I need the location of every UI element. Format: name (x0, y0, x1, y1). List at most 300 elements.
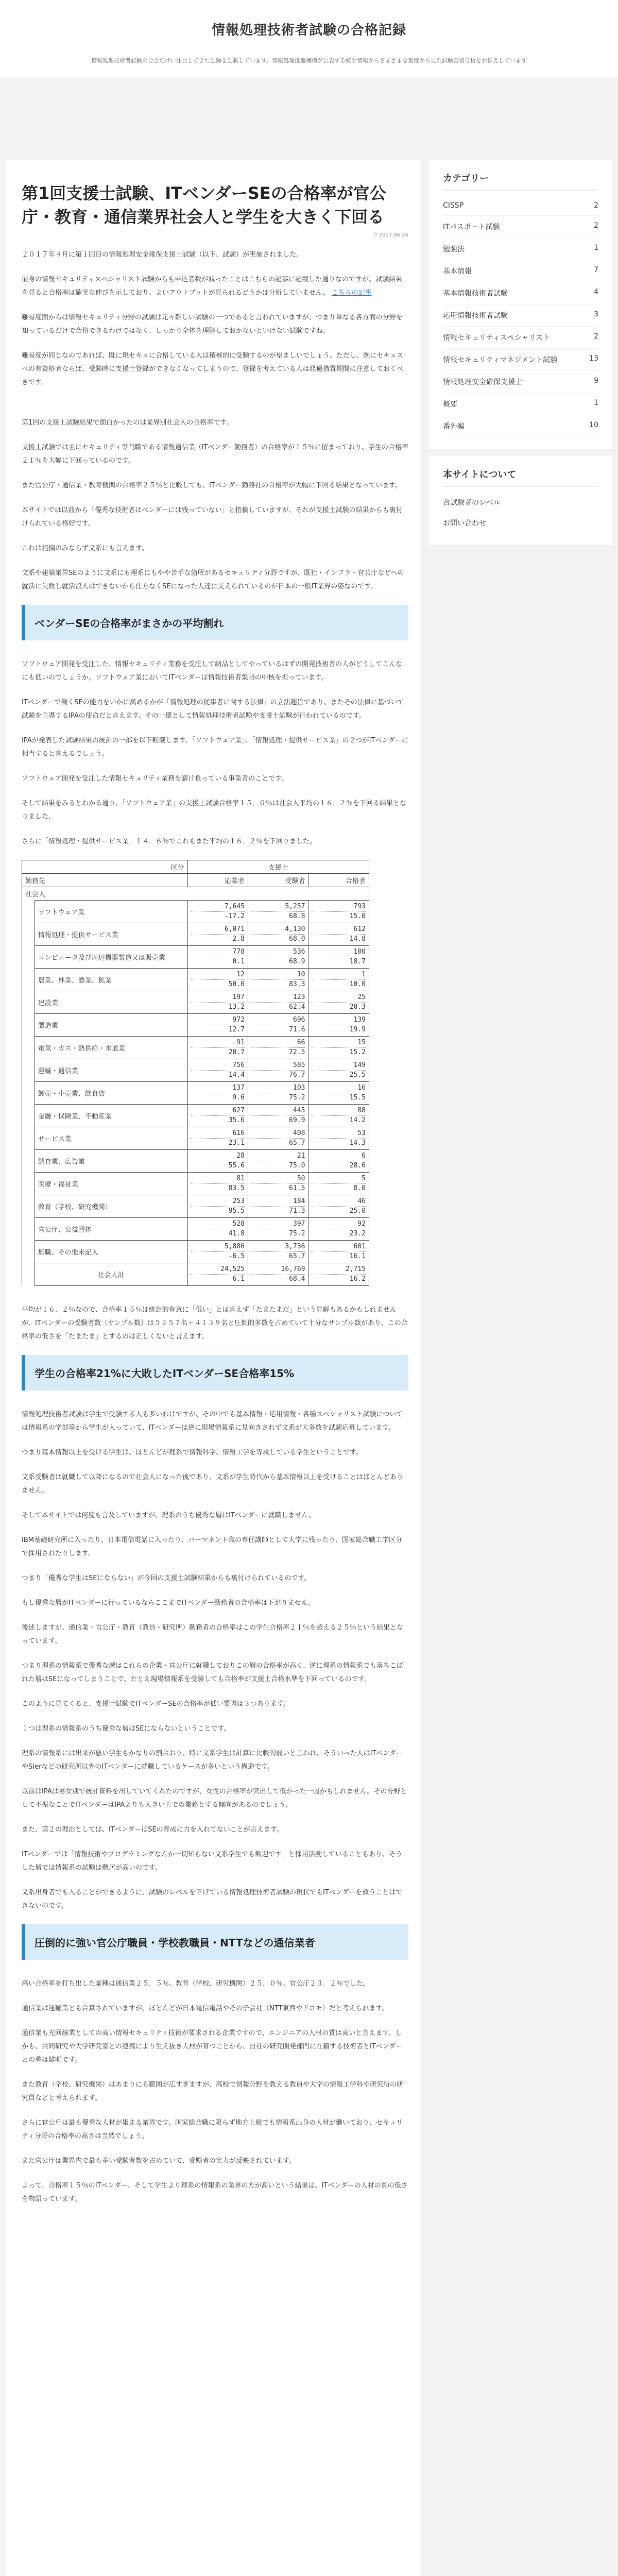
about-title: 本サイトについて (443, 467, 598, 487)
table-row (22, 1172, 369, 1195)
value-rate: 68.8 (289, 912, 305, 920)
row-label: サービス業 (35, 1127, 187, 1149)
value-rate: 50.0 (228, 980, 245, 988)
value-rate: 69.9 (289, 1116, 305, 1124)
header-occupation: 勤務先 (22, 873, 188, 887)
value-rate: -6.5 (228, 1252, 245, 1260)
paragraph: 文系受験者は就職して以降になるので社会人になった後であり、文系が学生時代から基本情報以上を受けることはほとんどありません。 (22, 1473, 404, 1495)
paragraph: また官公庁は業界内で最も多い受験者数を占めていて、受験者の実力が反映されています。 (22, 2157, 296, 2165)
indent-cell (22, 1172, 35, 1195)
spacer (22, 401, 408, 416)
category-item[interactable] (443, 282, 598, 304)
table-header-row (22, 860, 369, 873)
total-rate: -6.1 (228, 1275, 245, 1283)
paragraph: そして結果をみるとわかる通り、「ソフトウェア業」の支援士試験合格率１５．０％は社会人平均の１６．２％を下回る結果となりました。 (22, 799, 406, 821)
value-count: 197 (191, 993, 245, 1003)
paragraph: 平均が１６．２％なので、合格率１５％は統計的有意に「低い」とは言えず「たまたまだ」という見解もあるかもしれませんが、ITベンダーの受験者数（サンプル数）は５２５７名＋４１３９名と圧倒的多数を占めていて十分なサンプル数があり、この合格率の低さを「たまたま」とするのは正しくないと言えます。 (22, 1306, 408, 1341)
value-cell (187, 991, 248, 1013)
value-count: 10 (251, 970, 305, 980)
category-label: 基本情報技術者試験 (443, 290, 508, 298)
value-rate: 72.5 (289, 1048, 305, 1056)
value-rate: 10.0 (349, 980, 366, 988)
value-count: 756 (191, 1061, 245, 1071)
value-rate: 15.2 (349, 1048, 366, 1056)
paragraph-text: 前身の情報セキュリティスペシャリスト試験からも申込者数が減ったことはこちらの記事に記載した通りなのですが、試験結果を見ると合格率は確実な伸びを示しており、よいアウトプットが見られるどうかは分析していません。 (22, 275, 403, 297)
category-item[interactable] (443, 260, 598, 282)
category-count: 2 (594, 222, 598, 230)
header-kubun: 区分 (22, 860, 188, 873)
value-rate: 23.2 (349, 1229, 366, 1238)
value-rate: 83.5 (228, 1184, 245, 1192)
paragraph: これは指摘のみならず文系にも言えます。 (22, 544, 148, 552)
value-count: 6,071 (191, 925, 245, 935)
value-count: 81 (191, 1174, 245, 1184)
value-rate: 20.3 (349, 1003, 366, 1011)
value-cell (248, 991, 308, 1013)
table-row (22, 1081, 369, 1104)
value-count: 601 (312, 1242, 366, 1252)
total-count: 16,769 (251, 1265, 305, 1275)
category-label: CISSP (443, 201, 464, 210)
table-row (22, 1104, 369, 1127)
clock-icon: ⏱ (373, 232, 377, 238)
value-count: 137 (191, 1083, 245, 1093)
value-cell (187, 1013, 248, 1036)
paragraph: 文系出身者でも入ることができるように、試験のレベルを下げている情報処理技術者試験の現状でもITベンダーを救うことはできないのです。 (22, 1888, 403, 1910)
value-count: 696 (251, 1015, 305, 1025)
row-label: 官公庁、公益団体 (35, 1217, 187, 1240)
row-label: 調査業、広告業 (35, 1149, 187, 1172)
section-students (22, 1408, 408, 1913)
category-item[interactable] (443, 238, 598, 260)
spacer (22, 238, 408, 248)
value-cell (308, 1240, 369, 1263)
indent-cell (22, 923, 35, 945)
value-count: 21 (251, 1151, 305, 1161)
indent-cell (22, 1081, 35, 1104)
value-cell (308, 1013, 369, 1036)
row-label: 無職、その他未記入 (35, 1240, 187, 1263)
value-cell (248, 1104, 308, 1127)
table-row (22, 945, 369, 968)
table-row (22, 1149, 369, 1172)
value-rate: 13.2 (228, 1003, 245, 1011)
about-list (443, 492, 598, 533)
article (6, 160, 421, 2576)
paragraph: また教育（学校、研究機関）はあまりにも範囲が広すぎますが、高校で情報分野を教える教員や大学の情報工学科や研究所の研究員などと考えられます。 (22, 2080, 404, 2102)
value-cell (308, 968, 369, 991)
paragraph: 第1回の支援士試験結果で面白かったのは業界別社会人の合格率です。 (22, 418, 233, 427)
row-label: 製造業 (35, 1013, 187, 1036)
paragraph: 支援士試験では主にセキュリティ専門職である情報通信業（ITベンダー勤務者）の合格率が１５％に留まっており、学生の合格率２１％を大幅に下回っているのです。 (22, 443, 408, 465)
value-rate: 12.7 (228, 1025, 245, 1033)
category-label: 番外編 (443, 422, 465, 431)
value-count: 91 (191, 1038, 245, 1048)
section-govt (22, 1977, 408, 2206)
paragraph: さらに「情報処理・提供サービス業」１４．６％でこれもまた平均の１６．２％を下回りました。 (22, 837, 317, 845)
value-rate: 71.3 (289, 1207, 305, 1215)
paragraph: つまり基本情報以上を受ける学生は、ほとんどが理系で情報科学、情報工学を専攻している学生ということです。 (22, 1448, 363, 1456)
row-label: 医療・福祉業 (35, 1172, 187, 1195)
value-rate: 14.2 (349, 1116, 366, 1124)
category-count: 1 (594, 244, 598, 252)
heading-vendor-se: ベンダーSEの合格率がまさかの平均割れ (22, 605, 408, 640)
indent-cell (22, 1013, 35, 1036)
table-group-row (22, 887, 369, 900)
table-header-row (22, 873, 369, 887)
paragraph: ２０１７年４月に第１回目の情報処理安全確保支援士試験（以下、試験）が実施されました。 (22, 250, 303, 259)
value-cell (187, 945, 248, 968)
paragraph: IBM基礎研究所に入ったり、日本電信電話に入ったり、パーマネント職の専任講師として大学に残ったり、国家総合職工学区分で採用されたりします。 (22, 1536, 402, 1557)
value-count: 16 (312, 1083, 366, 1093)
value-rate: 23.1 (228, 1139, 245, 1147)
paragraph: 以前はIPAは男女別で統計資料を出していてくれたのですが、女性の合格率が突出して低かった一因かもしれません。その分野として不振なことでITベンダーはIPAよりも大きい上での業務とする傾向があるのでしょう。 (22, 1787, 407, 1809)
row-label: ソフトウェア業 (35, 900, 187, 923)
value-cell (248, 945, 308, 968)
paragraph: ソフトウェア開発を受注した、情報セキュリティ業務を受注して納品としてやっているはずの開発技術者の人がどうしてこんなにも低いのでしょうか。ソフトウェア業においてITベンダーは情報技術者集団の中核を担っています。 (22, 660, 403, 682)
about-link[interactable]: 合試験者のレベル (443, 499, 501, 507)
section-analysis (22, 1303, 408, 1344)
row-label: 金融・保険業、不動産業 (35, 1104, 187, 1127)
value-count: 46 (312, 1197, 366, 1207)
row-label: 情報処理・提供サービス業 (35, 923, 187, 945)
row-label: 卸売・小売業、飲食店 (35, 1081, 187, 1104)
categories-title: カテゴリー (443, 171, 598, 191)
column-header: 応募者 (187, 873, 248, 887)
value-count: 103 (251, 1083, 305, 1093)
value-cell (187, 1104, 248, 1127)
paragraph: 難易度面からは情報セキュリティ分野の試験は元々難しい試験の一つであると言われていますが、つまり単なる各方面の分野を知っているだけで合格できるわけではなく、しっかり全体を理解しておかないといけない試験ですね。 (22, 313, 403, 335)
value-count: 92 (312, 1219, 366, 1229)
value-cell (187, 900, 248, 923)
value-count: 100 (312, 947, 366, 957)
value-cell (248, 1149, 308, 1172)
value-rate: 9.6 (232, 1093, 245, 1101)
total-label: 社会人計 (35, 1263, 187, 1285)
value-rate: 28.6 (349, 1161, 366, 1170)
column-header: 受験者 (248, 873, 308, 887)
value-rate: 83.3 (289, 980, 305, 988)
paragraph: このように見てくると、支援士試験でITベンダーSEの合格率が低い要因は３つあります。 (22, 1700, 290, 1708)
category-count: 4 (594, 288, 598, 296)
category-label: 基本情報 (443, 267, 472, 276)
paragraph: 通信業は運輸業とも合算されていますが、ほとんどが日本電信電話やその子会社（NTT東西やドコモ）だと考えられます。 (22, 2004, 389, 2012)
total-count: 2,715 (312, 1265, 366, 1275)
value-rate: 25.5 (349, 1071, 366, 1079)
indent-cell (22, 1059, 35, 1081)
category-list (443, 196, 598, 437)
value-rate: 15.0 (349, 912, 366, 920)
value-cell (248, 923, 308, 945)
value-count: 3,736 (251, 1242, 305, 1252)
value-count: 5,257 (251, 902, 305, 912)
value-count: 5,886 (191, 1242, 245, 1252)
value-cell (308, 945, 369, 968)
category-item[interactable] (443, 393, 598, 415)
header-group: 支援士 (187, 860, 369, 873)
value-cell (308, 1217, 369, 1240)
value-cell (308, 1149, 369, 1172)
value-count: 528 (191, 1219, 245, 1229)
table-row (22, 991, 369, 1013)
paragraph: 文系や建築業界SEのように文系にも理系にもやや苦手な箇所があるセキュリティ分野ですが、既社・インフラ・官公庁などへの就活に失敗し就活浪人はできないから仕方なくSEになった人達に支えられているのが日本の一般IT業界の姿なのです。 (22, 569, 404, 590)
category-label: 情報セキュリティスペシャリスト (443, 334, 551, 342)
paragraph: そして本サイトでは何度も言及していますが、理系のうち優秀な層はITベンダーに就職しません。 (22, 1511, 316, 1519)
post-date-text: 2017.06.26 (379, 232, 408, 238)
value-rate: 61.5 (289, 1184, 305, 1192)
value-count: 408 (251, 1129, 305, 1139)
value-cell (248, 1013, 308, 1036)
site-title[interactable]: 情報処理技術者試験の合格記録 (211, 23, 406, 38)
category-count: 2 (594, 201, 598, 210)
value-rate: 75.2 (289, 1093, 305, 1101)
indent-cell (22, 1104, 35, 1127)
indent-cell (22, 1240, 35, 1263)
value-rate: 68.0 (289, 935, 305, 943)
value-count: 53 (312, 1129, 366, 1139)
category-label: 情報セキュリティマネジメント試験 (443, 356, 558, 364)
table-row (22, 900, 369, 923)
category-count: 3 (594, 310, 598, 318)
paragraph: 難易度が同じなのであれば、既に現セキュに合格している人は積極的に受験するのが望ましいでしょう。ただし、既にセキュスペの有資格者ならば、受験時に支援士登録ができなくなってしまうので、登録を考えている人は経過措置期間に注意しておくべきです。 (22, 351, 404, 386)
value-rate: 65.7 (289, 1252, 305, 1260)
inline-link[interactable]: こちらの記事 (331, 289, 372, 297)
indent-cell (22, 1263, 35, 1285)
paragraph: また、第２の理由としては、ITベンダーはSEの育成に力を入れてないことが言えます。 (22, 1825, 283, 1834)
about-link[interactable]: お問い合わせ (443, 519, 486, 528)
value-cell (187, 1127, 248, 1149)
indent-cell (22, 1036, 35, 1059)
value-cell (187, 1217, 248, 1240)
category-label: ITパスポート試験 (443, 223, 500, 231)
value-count: 616 (191, 1129, 245, 1139)
value-cell (308, 1059, 369, 1081)
category-item[interactable] (443, 371, 598, 393)
paragraph: ITベンダーでは「情報技術やプログラミングなんか一切知らない文系学生でも歓迎です」と採用活動していることもあり、そうした層では情報系の試験は敷居が高いのです。 (22, 1850, 402, 1872)
indent-cell (22, 1149, 35, 1172)
table-row (22, 968, 369, 991)
row-label: コンピュータ及び周辺機器製造又は販売業 (35, 945, 187, 968)
value-cell (308, 991, 369, 1013)
value-cell (187, 1059, 248, 1081)
value-rate: 19.9 (349, 1025, 366, 1033)
value-rate: -2.8 (228, 935, 245, 943)
value-count: 184 (251, 1197, 305, 1207)
value-rate: 68.9 (289, 957, 305, 965)
value-rate: 16.1 (349, 1252, 366, 1260)
value-count: 793 (312, 902, 366, 912)
paragraph: また官公庁・通信業・教育機関の合格率２５％と比較しても、ITベンダー勤務社の合格率が大幅に下回る結果となっています。 (22, 481, 402, 489)
value-count: 15 (312, 1038, 366, 1048)
categories-widget (430, 160, 612, 449)
heading-govt: 圧倒的に強い官公庁職員・学校教職員・NTTなどの通信業者 (22, 1924, 408, 1960)
paragraph: よって、合格率１５％のITベンダー、そして学生より理系の情報系の業界の方が高いという結果は、ITベンダーの人材の質の低さを物語っています。 (22, 2181, 408, 2203)
indent-cell (22, 991, 35, 1013)
value-count: 149 (312, 1061, 366, 1071)
column-header: 合格者 (308, 873, 369, 887)
category-label: 情報処理安全確保支援士 (443, 378, 522, 386)
value-count: 585 (251, 1061, 305, 1071)
row-label: 建設業 (35, 991, 187, 1013)
table-row (22, 1036, 369, 1059)
value-rate: 75.2 (289, 1229, 305, 1238)
value-count: 123 (251, 993, 305, 1003)
category-item[interactable] (443, 415, 598, 437)
value-count: 88 (312, 1106, 366, 1116)
value-cell (187, 1149, 248, 1172)
category-count: 9 (594, 377, 598, 385)
value-rate: 20.7 (228, 1048, 245, 1056)
value-rate: 14.4 (228, 1071, 245, 1079)
value-count: 972 (191, 1015, 245, 1025)
value-cell (308, 1036, 369, 1059)
value-count: 7,645 (191, 902, 245, 912)
total-count: 24,525 (191, 1265, 245, 1275)
value-count: 536 (251, 947, 305, 957)
value-cell (308, 1127, 369, 1149)
category-item[interactable] (443, 349, 598, 371)
indent-cell (22, 1127, 35, 1149)
total-rate: 16.2 (349, 1275, 366, 1283)
category-count: 2 (594, 332, 598, 341)
value-count: 4,130 (251, 925, 305, 935)
value-count: 6 (312, 1151, 366, 1161)
value-rate: 62.4 (289, 1003, 305, 1011)
value-rate: 76.7 (289, 1071, 305, 1079)
value-cell (248, 1059, 308, 1081)
value-count: 66 (251, 1038, 305, 1048)
paragraph: つまり「優秀な学生はSEにならない」が今回の支援士試験結果からも裏付けられているのです。 (22, 1574, 311, 1582)
value-count: 5 (312, 1174, 366, 1184)
value-rate: 75.0 (289, 1161, 305, 1170)
paragraph (22, 273, 408, 300)
paragraph: 理系の情報系には出来が悪い学生もかなりの割合おり、特に文系学生は計算に比較的弱いと言われ、そういった人はITベンダーやSIerなどの研究所以外のITベンダーに就職しているケースが多いという構造です。 (22, 1749, 403, 1771)
value-rate: 18.7 (349, 957, 366, 965)
value-count: 25 (312, 993, 366, 1003)
indent-cell (22, 968, 35, 991)
value-rate: 0.1 (232, 957, 245, 965)
value-rate: 15.5 (349, 1093, 366, 1101)
value-cell (187, 923, 248, 945)
paragraph: 後述しますが、通信業・官公庁・教育（教員・研究所）勤務者の合格率はこの学生合格率２１％を超える２５％という結果となっています。 (22, 1623, 404, 1645)
value-cell (248, 1195, 308, 1217)
value-rate: 35.6 (228, 1116, 245, 1124)
category-count: 1 (594, 399, 598, 407)
paragraph: つまり理系の情報系で優秀な層はこれらの企業・官公庁に就職しておりこの層の合格率が高く、逆に理系の情報系でも落ちこぼれた層はSEになってしまうことで、たとえ現場情報系を受験しても合格率が支援士合格水準を下回っているのです。 (22, 1662, 403, 1683)
table-row (22, 1217, 369, 1240)
paragraph: IPAが発表した試験結果の統計の一部を以下転載します。「ソフトウェア業」、「情報処理・提供サービス業」の２つがITベンダーに相当すると言えるでしょう。 (22, 736, 408, 758)
value-count: 1 (312, 970, 366, 980)
value-cell (187, 1195, 248, 1217)
value-cell (248, 1081, 308, 1104)
category-item[interactable] (443, 196, 598, 216)
category-label: 勉強法 (443, 245, 465, 253)
post-title: 第1回支援士試験、ITベンダーSEの合格率が官公庁・教育・通信業界社会人と学生を大きく下回る (22, 183, 386, 227)
paragraph: さらに官公庁は最も優秀な人材が集まる業界です。国家総合職に限らず地方上級でも情報系出身の人材が働いており、セキュリティ分野の合格率の高さは当然でしょう。 (22, 2119, 403, 2140)
value-cell (308, 1195, 369, 1217)
value-cell (187, 1172, 248, 1195)
row-label: 電気・ガス・熱供給・水道業 (35, 1036, 187, 1059)
paragraph: １つは理系の情報系のうち優秀な層はSEにならないということです。 (22, 1724, 231, 1733)
value-count: 397 (251, 1219, 305, 1229)
value-cell (248, 1127, 308, 1149)
category-item[interactable] (443, 304, 598, 327)
value-cell (308, 1104, 369, 1127)
paragraph: 本サイトでは以前から「優秀な技術者はベンダーには残っていない」と指摘していますが、それが支援士試験の結果からも裏付けられている格好です。 (22, 506, 403, 528)
value-cell (308, 1172, 369, 1195)
site-description: 情報処理技術者試験の合否だけに注目してきた記録を記載しています。情報処理推進機構が公表する統計情報からさまざまな角度から見た試験合格分析をお伝えしています (91, 57, 527, 64)
value-count: 612 (312, 925, 366, 935)
category-count: 10 (589, 421, 598, 429)
value-cell (187, 1081, 248, 1104)
value-rate: 25.0 (349, 1207, 366, 1215)
site-header (0, 0, 618, 77)
value-cell (308, 1081, 369, 1104)
value-rate: -17.2 (224, 912, 245, 920)
value-count: 139 (312, 1015, 366, 1025)
value-cell (248, 1036, 308, 1059)
section-intro (22, 248, 408, 594)
group-label: 社会人 (22, 887, 369, 900)
value-count: 445 (251, 1106, 305, 1116)
value-rate: 65.7 (289, 1139, 305, 1147)
value-cell (248, 900, 308, 923)
row-label: 教育（学校、研究機関） (35, 1195, 187, 1217)
value-cell (187, 1036, 248, 1059)
value-rate: 14.8 (349, 935, 366, 943)
paragraph: ITベンダーで働くSEの能力をいかに高めるかが「情報処理の従事者に関する法律」の立法趣旨であり、またその法律に基づいて試験を主導するIPAの使命だと言えます。その一環として情報処理技術者試験や支援士試験が行われているのです。 (22, 698, 404, 720)
stats-table (22, 860, 369, 1286)
table-row (22, 1195, 369, 1217)
category-label: 概要 (443, 400, 457, 409)
paragraph: もし優秀な層がITベンダーに行っているならここまでITベンダー勤務者の合格率は下がりません。 (22, 1599, 315, 1607)
paragraph: 通信業も光回線業としての高い情報セキュリティ技術が要求される企業ですので、エンジニアの人材の質は高いと言えます。しかも、共同研究や大学研究室との連携により生え抜き人材が育つことから、自社の研究開発部門に在籍する技術者とITベンダーとの差は鮮明です。 (22, 2029, 403, 2064)
value-cell (248, 1172, 308, 1195)
value-cell (248, 968, 308, 991)
value-rate: 41.8 (228, 1229, 245, 1238)
sidebar (430, 160, 612, 552)
value-cell (308, 1263, 369, 1285)
value-count: 778 (191, 947, 245, 957)
category-item[interactable] (443, 327, 598, 349)
paragraph: 高い合格率を打ち出した業種は通信業２５．５％、教育（学校、研究機関）２５．０％、官公庁２３．２％でした。 (22, 1979, 370, 1988)
value-cell (187, 1240, 248, 1263)
paragraph: 情報処理技術者試験は学生で受験する人も多いわけですが、その中でも基本情報・応用情報・各種スペシャリスト試験については情報系の学部等から学生が入っていて、ITベンダーは逆に現場情報系に見向きされず文系が大多数を試験応募しています。 (22, 1410, 403, 1432)
indent-cell (22, 1217, 35, 1240)
value-cell (248, 1263, 308, 1285)
category-item[interactable] (443, 216, 598, 238)
value-cell (248, 1217, 308, 1240)
value-cell (187, 968, 248, 991)
row-label: 運輸・通信業 (35, 1059, 187, 1081)
value-count: 50 (251, 1174, 305, 1184)
value-rate: 55.6 (228, 1161, 245, 1170)
section-vendor-se (22, 658, 408, 849)
table-row (22, 1013, 369, 1036)
indent-cell (22, 945, 35, 968)
table-row (22, 1240, 369, 1263)
paragraph: ソフトウェア開発を受注した情報セキュリティ業務を請け負っている事業者のことです。 (22, 774, 288, 783)
category-label: 応用情報技術者試験 (443, 312, 508, 320)
table-row (22, 923, 369, 945)
category-count: 13 (589, 354, 598, 363)
table-row (22, 1127, 369, 1149)
value-rate: 8.0 (353, 1184, 366, 1192)
value-count: 253 (191, 1197, 245, 1207)
value-count: 28 (191, 1151, 245, 1161)
table-total-row (22, 1263, 369, 1285)
indent-cell (22, 900, 35, 923)
